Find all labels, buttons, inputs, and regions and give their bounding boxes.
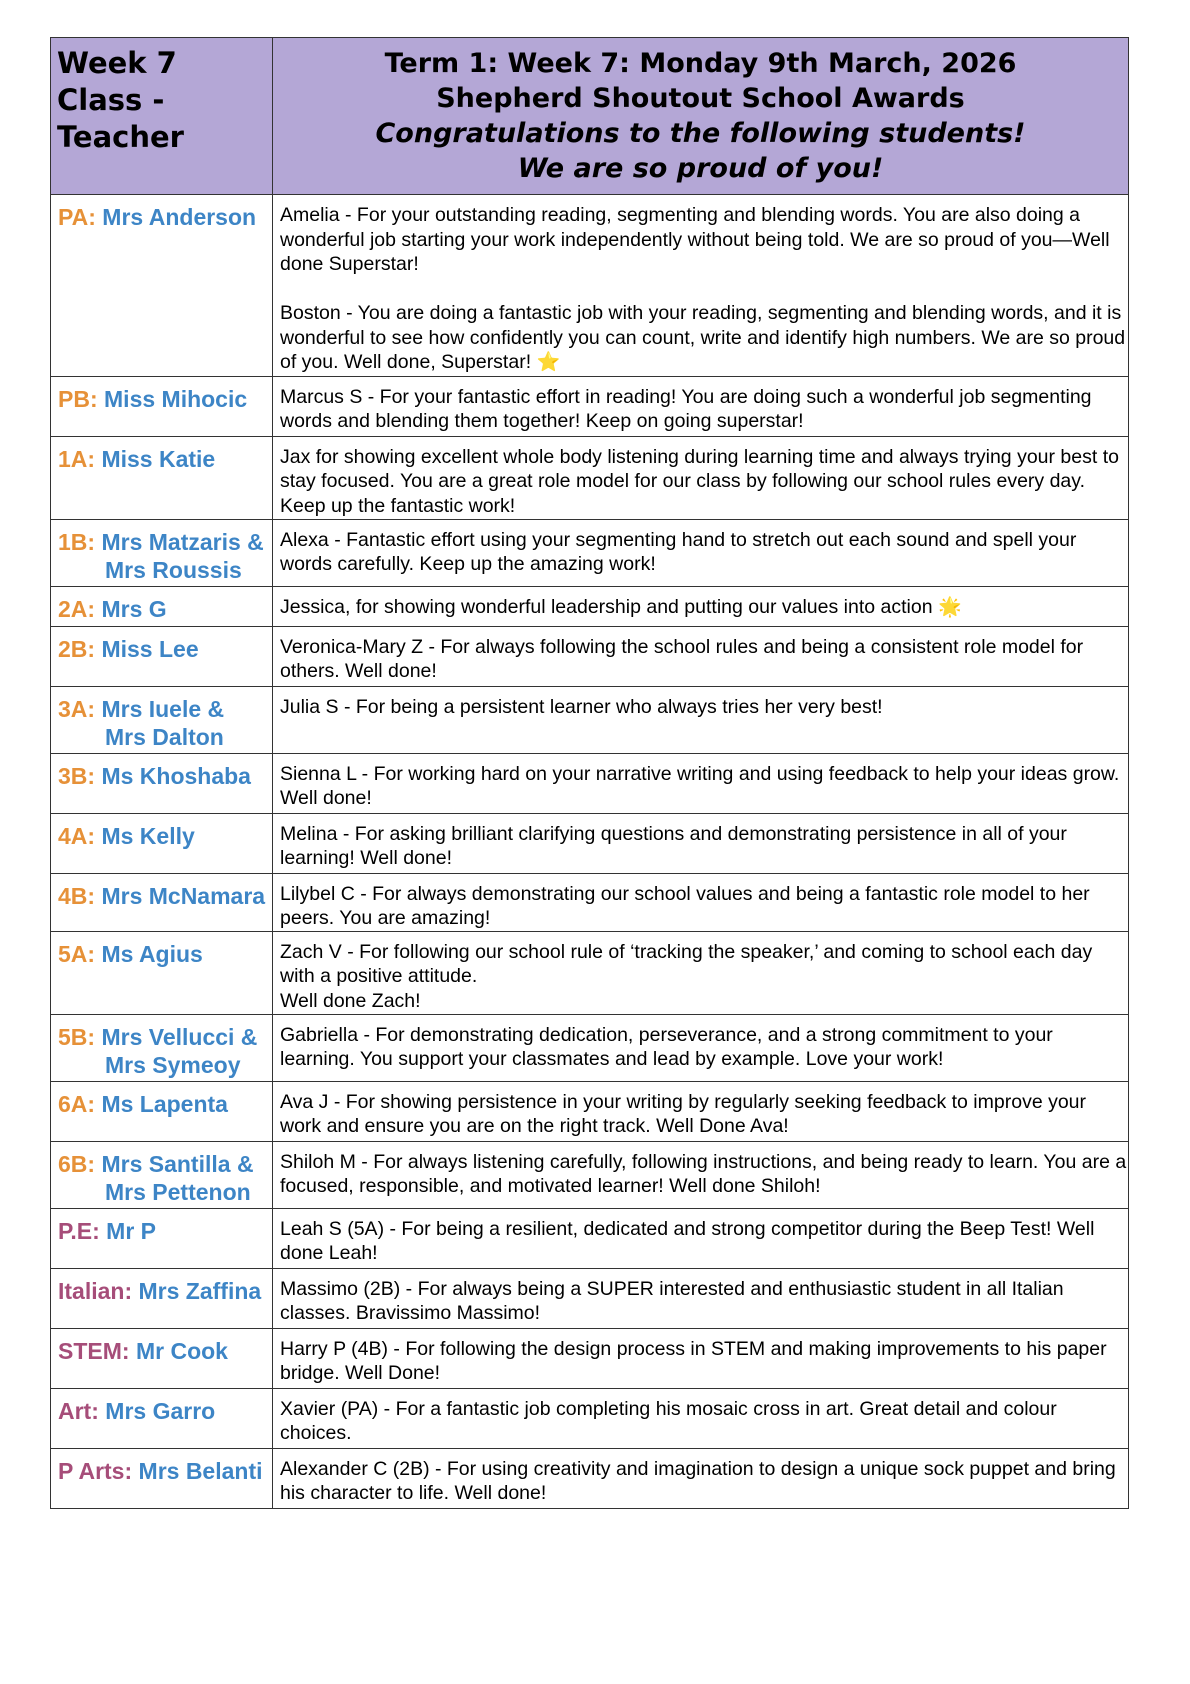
award-text: Massimo (2B) - For always being a SUPER interested and enthusiastic student in all Italian classes. Bravissimo Massimo! [280,1277,1064,1324]
class-teacher-cell [51,195,273,377]
class-code: 5B: [58,1023,96,1050]
class-code: 2A: [58,595,96,622]
award-cell [273,436,1129,519]
teacher-name: Ms Kelly [101,822,195,849]
class-teacher-cell [51,1141,273,1208]
award-text-block [273,1269,1128,1326]
class-code: 3B: [58,762,96,789]
header-left-cell [51,38,273,195]
class-code: STEM: [58,1337,130,1364]
award-row [51,376,1129,436]
award-text-block [273,1449,1128,1506]
award-cell [273,1268,1129,1328]
award-text-block [273,1082,1128,1139]
header-date-title: Term 1: Week 7: Monday 9th March, 2026 [384,48,1017,79]
class-teacher-cell [51,1014,273,1081]
teacher-name: Mr Cook [135,1337,228,1364]
award-cell [273,1388,1129,1448]
class-teacher-cell [51,1448,273,1508]
class-teacher-cell [51,686,273,753]
class-code: P Arts: [58,1457,133,1484]
award-row [51,753,1129,813]
award-text: Zach V - For following our school rule of ‘tracking the speaker,’ and coming to school each day with a positive attitude. Well done Zach! [280,940,1093,1012]
award-cell [273,753,1129,813]
award-text: Amelia - For your outstanding reading, segmenting and blending words. You are also doing a wonderful job starting your work independently without being told. We are so proud of you—Well done Superstar! Boston - You are doing a fantastic job with your reading, segmenting and blending words, and it is wonderful to see how confidently you can count, write and identify high numbers. We are so proud of you. Well done, Superstar! [280,204,1126,373]
class-teacher-cell [51,1081,273,1141]
award-cell [273,813,1129,873]
class-teacher-label [51,754,272,790]
awards-table [50,37,1129,1509]
award-cell [273,586,1129,626]
award-cell [273,1141,1129,1208]
teacher-name: Mrs Garro [105,1397,216,1424]
class-code: P.E: [58,1217,100,1244]
award-cell [273,519,1129,586]
award-text-block [273,587,1128,621]
class-code: 2B: [58,635,96,662]
award-text: Jessica, for showing wonderful leadership and putting our values into action [280,595,933,618]
teacher-name: Mrs G [101,595,167,622]
award-text-block [273,437,1128,519]
award-row [51,813,1129,873]
award-cell [273,195,1129,377]
award-cell [273,626,1129,686]
second-teacher-name: Mrs Symeoy [105,1051,241,1078]
class-teacher-cell [51,1388,273,1448]
award-text-block [273,195,1128,376]
award-row [51,1388,1129,1448]
award-cell [273,1081,1129,1141]
class-code: 4B: [58,882,96,909]
award-text: Xavier (PA) - For a fantastic job completing his mosaic cross in art. Great detail and colour choices. [280,1397,1057,1444]
header-title-block [273,38,1128,186]
class-teacher-label [51,1329,272,1365]
class-teacher-cell [51,931,273,1014]
class-teacher-cell [51,753,273,813]
award-row [51,1328,1129,1388]
award-text-block [273,754,1128,811]
teacher-name: Mrs Santilla & [101,1150,254,1177]
second-teacher-name: Mrs Pettenon [105,1178,251,1205]
award-cell [273,873,1129,931]
award-text: Veronica-Mary Z - For always following the school rules and being a consistent role model for others. Well done! [280,635,1084,682]
award-text: Harry P (4B) - For following the design process in STEM and making improvements to his paper bridge. Well Done! [280,1337,1107,1384]
award-cell [273,1328,1129,1388]
class-code: 1A: [58,445,96,472]
header-row [51,38,1129,195]
class-teacher-label [51,195,272,231]
award-text-block [273,687,1128,720]
award-row [51,586,1129,626]
class-code: Art: [58,1397,99,1424]
class-code: Italian: [58,1277,133,1304]
class-teacher-label [51,687,272,751]
header-congratulations: Congratulations to the following students! [375,118,1026,149]
class-code: 4A: [58,822,96,849]
award-text: Sienna L - For working hard on your narrative writing and using feedback to help your ideas grow. Well done! [280,762,1120,809]
class-code: 1B: [58,528,96,555]
teacher-name: Ms Agius [101,940,203,967]
class-code: 6A: [58,1090,96,1117]
class-teacher-label [51,1209,272,1245]
award-text-block [273,1209,1128,1266]
class-teacher-cell [51,586,273,626]
award-row [51,1448,1129,1508]
class-teacher-label [51,1142,272,1206]
teacher-name: Mrs McNamara [101,882,266,909]
class-teacher-cell [51,436,273,519]
award-row [51,1081,1129,1141]
award-cell [273,931,1129,1014]
class-teacher-label [51,1082,272,1118]
award-text-block [273,1389,1128,1446]
class-teacher-cell [51,1208,273,1268]
class-code: 6B: [58,1150,96,1177]
award-cell [273,686,1129,753]
award-cell [273,1208,1129,1268]
class-teacher-cell [51,1268,273,1328]
award-text-block [273,932,1128,1014]
class-teacher-cell [51,1328,273,1388]
award-row [51,436,1129,519]
award-row [51,1268,1129,1328]
teacher-name: Mrs Matzaris & [101,528,264,555]
teacher-name: Miss Katie [101,445,216,472]
teacher-name: Mr P [106,1217,157,1244]
class-teacher-label [51,520,272,584]
second-teacher-name: Mrs Roussis [105,556,242,583]
class-teacher-label [51,377,272,413]
teacher-name: Miss Mihocic [104,385,248,412]
award-text: Alexander C (2B) - For using creativity and imagination to design a unique sock puppet and bring his character to life. Well done! [280,1457,1116,1504]
award-row [51,519,1129,586]
award-text: Melina - For asking brilliant clarifying questions and demonstrating persistence in all of your learning! Well done! [280,822,1067,869]
header-class-teacher-label: Week 7 Class - Teacher [57,46,184,154]
class-teacher-label [51,627,272,663]
class-teacher-label [51,1015,272,1079]
award-text-block [273,1015,1128,1072]
class-code: PA: [58,204,96,230]
class-teacher-cell [51,376,273,436]
class-teacher-label [51,437,272,473]
award-text: Shiloh M - For always listening carefully, following instructions, and being ready to learn. You are a focused, responsible, and motivated learner! Well done Shiloh! [280,1150,1127,1197]
award-text: Ava J - For showing persistence in your writing by regularly seeking feedback to improve your work and ensure you are on the right track. Well Done Ava! [280,1090,1087,1137]
teacher-name: Mrs Vellucci & [101,1023,258,1050]
award-text: Julia S - For being a persistent learner who always tries her very best! [280,695,883,718]
award-text: Lilybel C - For always demonstrating our school values and being a fantastic role model to her peers. You are amazing! [280,882,1090,929]
award-text: Jax for showing excellent whole body listening during learning time and always trying your best to stay focused. You are a great role model for our class by following our school rules every day. Keep up the fantastic work! [280,445,1119,517]
teacher-name: Mrs Iuele & [101,695,225,722]
teacher-name: Mrs Zaffina [138,1277,262,1304]
sparkle-star-icon: 🌟 [937,596,962,618]
award-text: Gabriella - For demonstrating dedication, perseverance, and a strong commitment to your learning. You support your classmates and lead by example. Love your work! [280,1023,1053,1070]
class-code: 5A: [58,940,96,967]
teacher-name: Ms Khoshaba [101,762,251,789]
class-teacher-label [51,1389,272,1425]
class-teacher-cell [51,519,273,586]
award-text-block [273,627,1128,684]
award-row [51,626,1129,686]
class-code: 3A: [58,695,96,722]
award-text: Marcus S - For your fantastic effort in reading! You are doing such a wonderful job segmenting words and blending them together! Keep on going superstar! [280,385,1092,432]
award-cell [273,1014,1129,1081]
teacher-name: Mrs Belanti [138,1457,263,1484]
award-row [51,1141,1129,1208]
award-text-block [273,1142,1128,1199]
class-teacher-label [51,814,272,850]
class-teacher-cell [51,813,273,873]
award-row [51,195,1129,377]
award-row [51,686,1129,753]
header-right-cell [273,38,1129,195]
award-text-block [273,874,1128,931]
class-teacher-label [51,1269,272,1305]
class-teacher-label [51,587,272,623]
class-code: PB: [58,385,98,412]
award-row [51,931,1129,1014]
award-row [51,873,1129,931]
award-text-block [273,520,1128,577]
award-text-block [273,814,1128,871]
award-text-block [273,1329,1128,1386]
award-row [51,1208,1129,1268]
second-teacher-name: Mrs Dalton [105,723,224,750]
award-cell [273,376,1129,436]
teacher-name: Ms Lapenta [101,1090,228,1117]
class-teacher-cell [51,873,273,931]
teacher-name: Mrs Anderson [102,204,257,230]
teacher-name: Miss Lee [101,635,199,662]
award-text: Alexa - Fantastic effort using your segmenting hand to stretch out each sound and spell your words carefully. Keep up the amazing work! [280,528,1077,575]
award-text: Leah S (5A) - For being a resilient, dedicated and strong competitor during the Beep Test! Well done Leah! [280,1217,1095,1264]
award-text-block [273,377,1128,434]
class-teacher-label [51,874,272,910]
award-row [51,1014,1129,1081]
star-icon: ⭐ [536,352,561,373]
award-cell [273,1448,1129,1508]
header-awards-title: Shepherd Shoutout School Awards [436,83,965,114]
class-teacher-label [51,932,272,968]
class-teacher-label [51,1449,272,1485]
header-proud: We are so proud of you! [517,153,884,184]
class-teacher-cell [51,626,273,686]
